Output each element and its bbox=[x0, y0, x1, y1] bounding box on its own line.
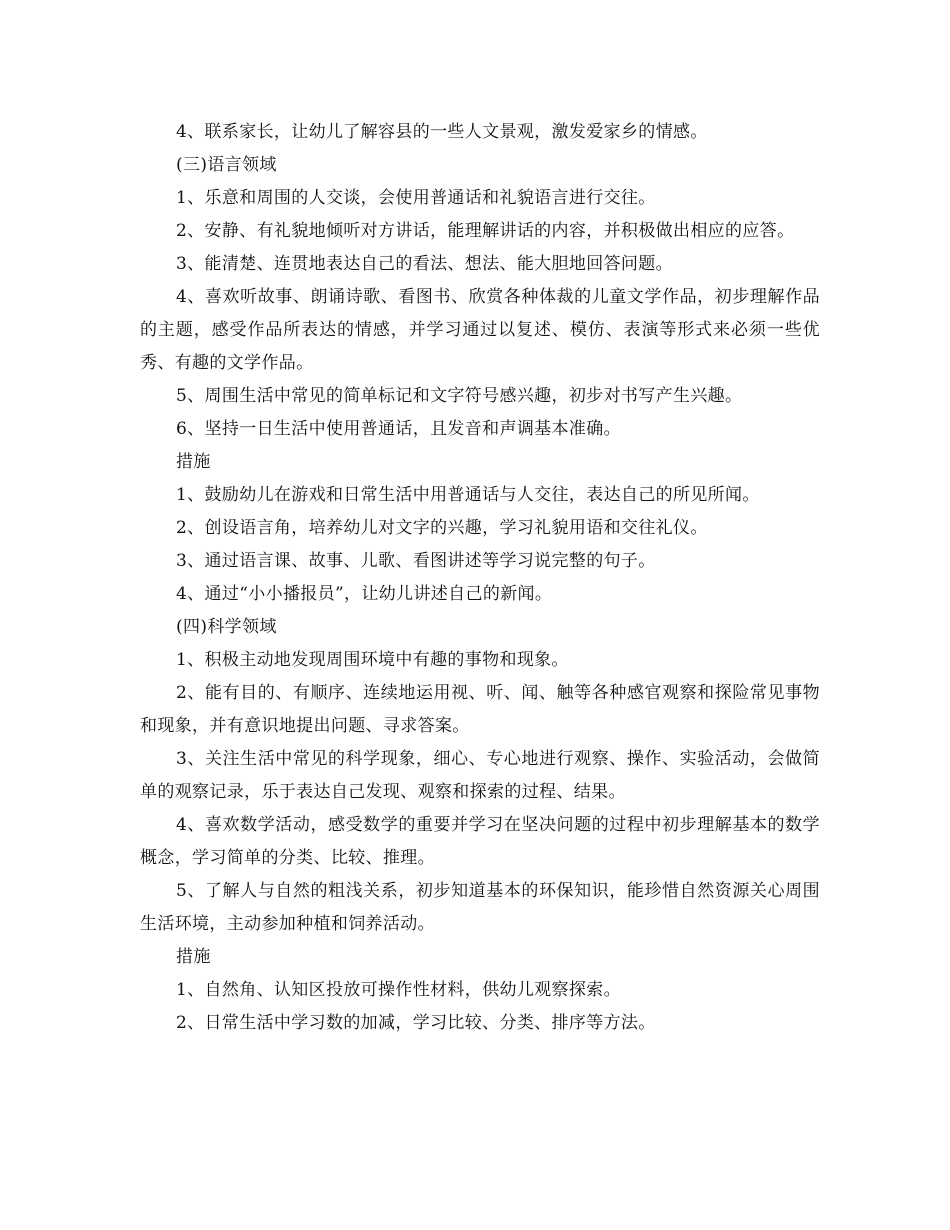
paragraph: 1、自然角、认知区投放可操作性材料，供幼儿观察探索。 bbox=[176, 980, 621, 1000]
paragraph: 5、了解人与自然的粗浅关系，初步知道基本的环保知识，能珍惜自然资源关心周围生活环境，主动参加种植和饲养活动。 bbox=[140, 881, 820, 934]
paragraph: 1、乐意和周围的人交谈，会使用普通话和礼貌语言进行交往。 bbox=[176, 188, 656, 208]
section-heading-science: (四)科学领域 bbox=[176, 617, 277, 637]
paragraph: 6、坚持一日生活中使用普通话，且发音和声调基本准确。 bbox=[176, 419, 621, 439]
paragraph: 4、通过“小小播报员”，让幼儿讲述自己的新闻。 bbox=[176, 584, 553, 604]
paragraph: 2、创设语言角，培养幼儿对文字的兴趣，学习礼貌用语和交往礼仪。 bbox=[176, 518, 708, 538]
paragraph: 3、关注生活中常见的科学现象，细心、专心地进行观察、操作、实验活动，会做简单的观察记录，乐于表达自己发现、观察和探索的过程、结果。 bbox=[140, 749, 820, 802]
paragraph: 2、安静、有礼貌地倾听对方讲话，能理解讲话的内容，并积极做出相应的应答。 bbox=[176, 221, 795, 241]
paragraph: 3、通过语言课、故事、儿歌、看图讲述等学习说完整的句子。 bbox=[176, 551, 656, 571]
measures-heading: 措施 bbox=[176, 947, 211, 967]
paragraph: 5、周围生活中常见的简单标记和文字符号感兴趣，初步对书写产生兴趣。 bbox=[176, 386, 743, 406]
measures-heading: 措施 bbox=[176, 452, 211, 472]
paragraph: 1、积极主动地发现周围环境中有趣的事物和现象。 bbox=[176, 650, 569, 670]
section-heading-language: (三)语言领域 bbox=[176, 155, 277, 175]
paragraph: 3、能清楚、连贯地表达自己的看法、想法、能大胆地回答问题。 bbox=[176, 254, 673, 274]
document-body bbox=[140, 116, 820, 1040]
paragraph: 4、喜欢听故事、朗诵诗歌、看图书、欣赏各种体裁的儿童文学作品，初步理解作品的主题，感受作品所表达的情感，并学习通过以复述、模仿、表演等形式来必须一些优秀、有趣的文学作品。 bbox=[140, 287, 820, 373]
paragraph: 2、日常生活中学习数的加减，学习比较、分类、排序等方法。 bbox=[176, 1013, 656, 1033]
paragraph: 4、喜欢数学活动，感受数学的重要并学习在坚决问题的过程中初步理解基本的数学概念，学习简单的分类、比较、推理。 bbox=[140, 815, 820, 868]
paragraph: 4、联系家长，让幼儿了解容县的一些人文景观，激发爱家乡的情感。 bbox=[176, 122, 708, 142]
paragraph: 2、能有目的、有顺序、连续地运用视、听、闻、触等各种感官观察和探险常见事物和现象，并有意识地提出问题、寻求答案。 bbox=[140, 683, 820, 736]
paragraph: 1、鼓励幼儿在游戏和日常生活中用普通话与人交往，表达自己的所见所闻。 bbox=[176, 485, 760, 505]
